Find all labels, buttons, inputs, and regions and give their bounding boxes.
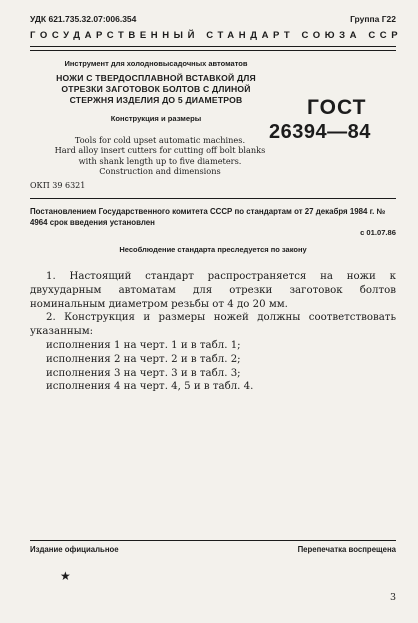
gost-label: ГОСТ [307,96,367,119]
title-line: НОЖИ С ТВЕРДОСПЛАВНОЙ ВСТАВКОЙ ДЛЯ [56,73,256,83]
english-title-line: Tools for cold upset automatic machines. [74,135,246,145]
body-text [30,270,396,394]
paragraph-1: 1. Настоящий стандарт распространяется на ножи к двухударным автоматам для отрезки заготовок болтов номинальным диаметром резьбы от 4 до 20 мм. [30,271,396,310]
title-line: ОТРЕЗКИ ЗАГОТОВОК БОЛТОВ С ДЛИНОЙ [61,84,251,94]
state-standard-heading: ГОСУДАРСТВЕННЫЙ СТАНДАРТ СОЮЗА ССР [30,30,403,41]
english-title-line: Construction and dimensions [99,166,221,177]
list-item: исполнения 4 на черт. 4, 5 и в табл. 4. [46,381,254,393]
gost-number: 26394—84 [269,121,371,143]
group-code: Группа Г22 [350,14,396,24]
header-rule-bottom [30,50,396,51]
title-line: СТЕРЖНЯ ИЗДЕЛИЯ ДО 5 ДИАМЕТРОВ [69,95,243,105]
reprint-prohibited-label: Перепечатка воспрещена [297,545,396,554]
okp-code: ОКП 39 6321 [30,181,86,190]
decree-text: Постановлением Государственного комитета СССР по стандартам от 27 декабря 1984 г. № 4964 срок введения установлен [30,207,386,227]
english-title-line: with shank length up to five diameters. [78,155,242,166]
list-item: исполнения 1 на черт. 1 и в табл. 1; [46,339,241,351]
document-title [30,73,282,106]
paragraph-2: 2. Конструкция и размеры ножей должны соответствовать указанным: [30,312,396,338]
compliance-notice: Несоблюдение стандарта преследуется по закону [119,245,307,254]
list-item: исполнения 3 на черт. 3 и в табл. 3; [46,367,241,379]
title-block-rule [30,198,396,199]
udc-code: УДК 621.735.32.07:006.354 [30,14,137,24]
effective-date: с 01.07.86 [360,228,396,237]
english-title-line: Hard alloy insert cutters for cutting off bolt blanks [54,145,266,156]
star-icon: ★ [60,569,71,583]
english-title [30,135,290,177]
page-number: 3 [389,592,396,603]
header-rule-top [30,46,396,47]
official-edition-label: Издание официальное [30,545,119,554]
document-category: Инструмент для холодновысадочных автоматов [64,59,248,68]
document-subtitle: Конструкция и размеры [110,114,202,123]
footer-rule [30,540,396,541]
list-item: исполнения 2 на черт. 2 и в табл. 2; [46,353,241,365]
